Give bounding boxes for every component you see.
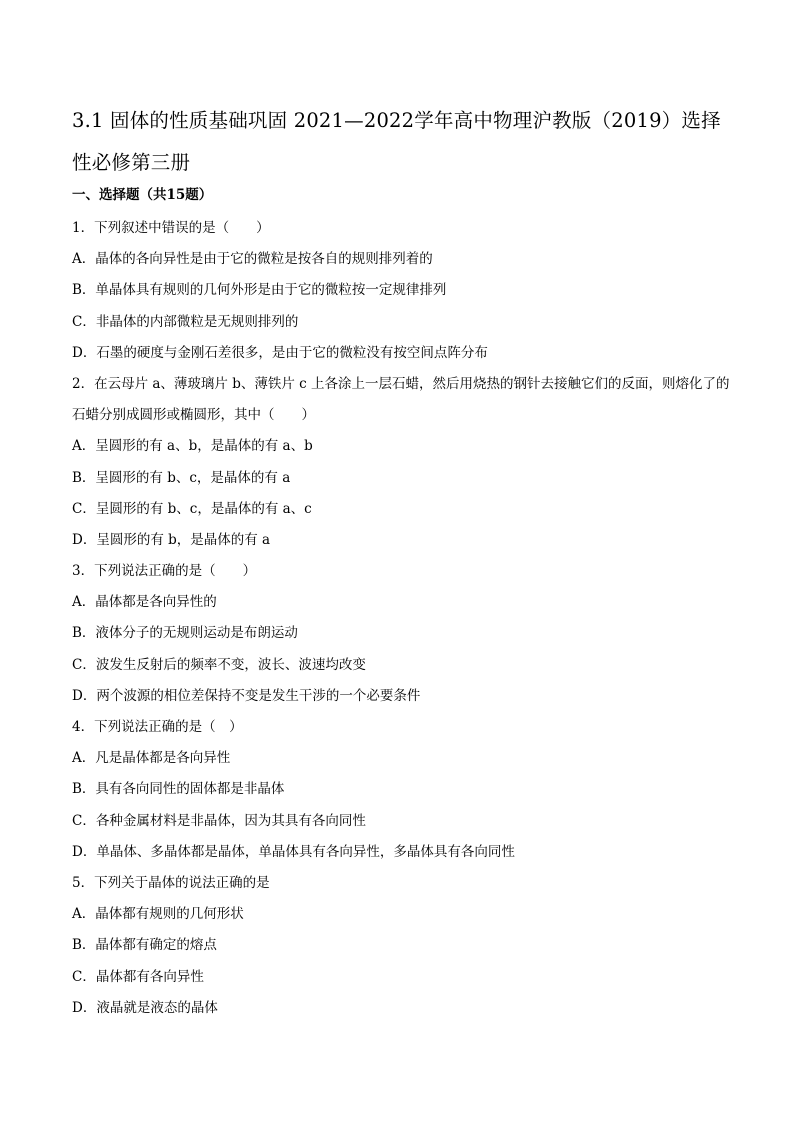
- option-d: D．石墨的硬度与金刚石差很多，是由于它的微粒没有按空间点阵分布: [72, 344, 488, 361]
- question-2: [72, 369, 732, 556]
- page-title: 3.1 固体的性质基础巩固 2021—2022学年高中物理沪教版（2019）选择性必修第三册: [72, 109, 721, 174]
- option-a: A．呈圆形的有 a、b，是晶体的有 a、b: [72, 438, 313, 455]
- option-d: D．单晶体、多晶体都是晶体，单晶体具有各向异性，多晶体具有各向同性: [72, 843, 515, 860]
- question-stem: 1．下列叙述中错误的是（ ）: [72, 220, 270, 236]
- option-c: C．晶体都有各向异性: [72, 968, 204, 985]
- option-b: B．具有各向同性的固体都是非晶体: [72, 781, 285, 798]
- question-list: [72, 213, 732, 1024]
- option-c: C．各种金属材料是非晶体，因为其具有各向同性: [72, 812, 366, 829]
- option-c: C．呈圆形的有 b、c，是晶体的有 a、c: [72, 500, 312, 517]
- question-stem: 2．在云母片 a、薄玻璃片 b、薄铁片 c 上各涂上一层石蜡，然后用烧热的钢针去接触它们的反面，则熔化了的石蜡分别成圆形或椭圆形，其中（ ）: [72, 375, 730, 424]
- option-b: B．液体分子的无规则运动是布朗运动: [72, 625, 298, 642]
- section-heading: 一、选择题（共15题）: [72, 187, 213, 203]
- option-b: B．晶体都有确定的熔点: [72, 937, 217, 954]
- option-a: A．晶体都是各向异性的: [72, 594, 217, 611]
- question-5: [72, 868, 732, 1024]
- option-b: B．单晶体具有规则的几何外形是由于它的微粒按一定规律排列: [72, 282, 447, 299]
- question-stem: 5．下列关于晶体的说法正确的是: [72, 874, 270, 891]
- question-stem: 3．下列说法正确的是（ ）: [72, 563, 257, 580]
- option-c: C．非晶体的内部微粒是无规则排列的: [72, 313, 299, 330]
- question-3: [72, 556, 732, 712]
- option-d: D．液晶就是液态的晶体: [72, 999, 218, 1016]
- option-b: B．呈圆形的有 b、c，是晶体的有 a: [72, 469, 291, 486]
- question-4: [72, 712, 732, 868]
- option-d: D．呈圆形的有 b，是晶体的有 a: [72, 531, 271, 548]
- option-c: C．波发生反射后的频率不变，波长、波速均改变: [72, 656, 366, 673]
- question-stem: 4．下列说法正确的是（ ）: [72, 719, 243, 736]
- option-d: D．两个波源的相位差保持不变是发生干涉的一个必要条件: [72, 687, 421, 704]
- question-1: [72, 213, 732, 369]
- option-a: A．凡是晶体都是各向异性: [72, 750, 231, 767]
- option-a: A．晶体都有规则的几何形状: [72, 906, 244, 923]
- option-a: A．晶体的各向异性是由于它的微粒是按各自的规则排列着的: [72, 251, 433, 268]
